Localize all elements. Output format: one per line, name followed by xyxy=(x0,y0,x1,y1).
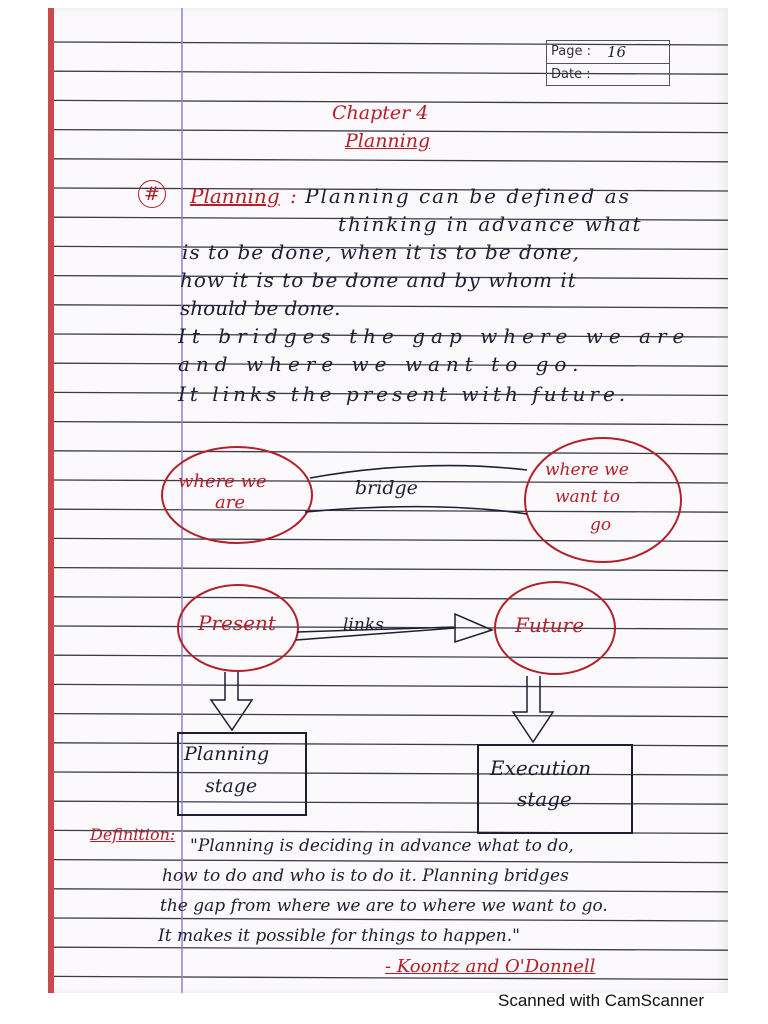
links-arrow xyxy=(296,614,492,642)
page-number: 16 xyxy=(607,43,627,61)
definition-label: Definition: xyxy=(90,825,176,844)
planning-stage-line-1: Planning xyxy=(184,743,270,765)
where-we-are-line-1: where we xyxy=(178,471,267,492)
bridge-label: bridge xyxy=(355,477,418,499)
paragraph-line-1: Planning can be defined as xyxy=(305,184,631,208)
definition-attribution: - Koontz and O'Donnell xyxy=(385,956,596,977)
present-label: Present xyxy=(198,611,276,635)
where-we-want-line-1: where we xyxy=(545,460,629,480)
execution-stage-line-1: Execution xyxy=(490,756,592,780)
future-label: Future xyxy=(515,613,585,637)
paragraph-line-2: thinking in advance what xyxy=(338,212,643,236)
paragraph-line-5: should be done. xyxy=(180,296,341,320)
scanner-watermark: Scanned with CamScanner xyxy=(498,991,705,1010)
paragraph-line-4: how it is to be done and by whom it xyxy=(180,268,577,292)
paragraph-line-7: and where we want to go. xyxy=(178,352,585,376)
bridge-diagram xyxy=(162,438,681,562)
planning-stage-line-2: stage xyxy=(205,775,258,797)
definition-line-2: how to do and who is to do it. Planning bridges xyxy=(162,866,569,886)
paragraph-line-8: It links the present with future. xyxy=(178,382,630,406)
topic-heading: Planning xyxy=(345,130,431,152)
term-planning: Planning xyxy=(190,184,280,208)
links-diagram xyxy=(178,582,632,833)
links-label: links xyxy=(343,615,384,635)
execution-stage-line-2: stage xyxy=(517,787,572,811)
bridge-upper-line xyxy=(310,466,527,478)
date-label: Date : xyxy=(551,67,591,82)
where-we-want-line-3: go xyxy=(590,515,612,535)
term-separator: : xyxy=(290,184,297,208)
future-down-arrow xyxy=(513,676,553,742)
where-we-want-line-2: want to xyxy=(555,487,620,507)
definition-line-4: It makes it possible for things to happen." xyxy=(158,926,520,946)
section-marker: # xyxy=(138,180,166,208)
definition-line-1: "Planning is deciding in advance what to do, xyxy=(190,836,574,856)
where-we-are-line-2: are xyxy=(215,492,245,513)
paragraph-line-6: It bridges the gap where we are xyxy=(178,324,691,348)
chapter-heading: Chapter 4 xyxy=(332,102,429,124)
definition-line-3: the gap from where we are to where we want to go. xyxy=(160,896,608,916)
page-label: Page : xyxy=(551,44,591,59)
bridge-lower-line xyxy=(305,507,527,514)
present-down-arrow xyxy=(211,672,252,730)
paragraph-line-3: is to be done, when it is to be done, xyxy=(182,240,580,264)
